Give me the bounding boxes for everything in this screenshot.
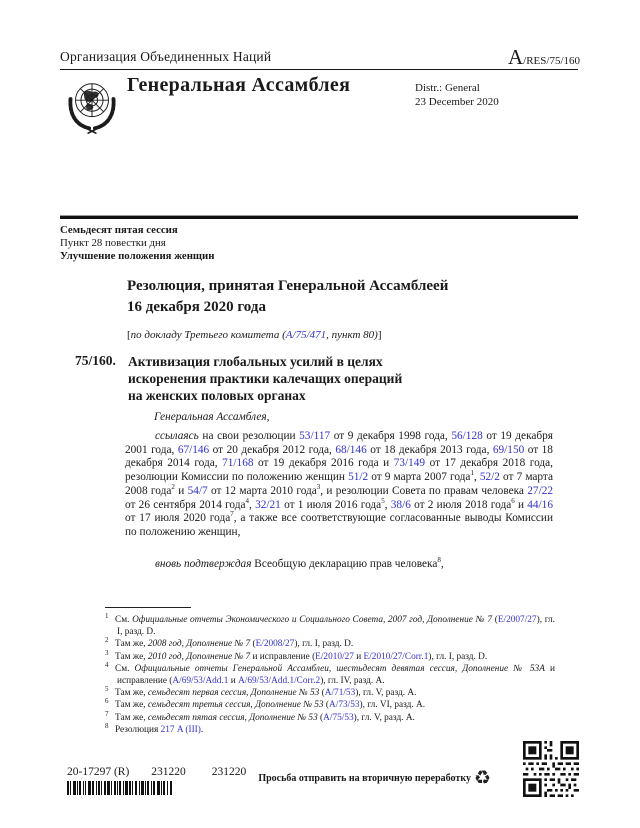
footnote-number: 3 <box>105 648 109 657</box>
agenda-title: Улучшение положения женщин <box>60 249 215 262</box>
text-run: и <box>353 651 364 662</box>
text-run: ), гл. IV, разд. A. <box>320 676 385 687</box>
text-run: Официальные отчеты Экономического и Социального Совета, 2007 год, Дополнение № 7 <box>132 615 493 625</box>
agenda-item: Пункт 28 повестки дня <box>60 236 166 249</box>
footnote-number: 6 <box>105 697 109 706</box>
text-run: 2010 год, Дополнение № 7 <box>147 651 251 662</box>
text-run: от 7 марта 2008 года <box>125 471 553 497</box>
text-run: от 9 декабря 1998 года, <box>330 430 452 442</box>
text-run: 4 <box>245 496 250 505</box>
text-run: от 18 декабря 2013 года, <box>366 443 493 456</box>
doc-link[interactable]: A/71/53 <box>324 688 356 699</box>
text-line: 16 декабря 2020 года <box>127 299 266 315</box>
doc-link[interactable]: 52/2 <box>479 471 500 484</box>
text-run: ), гл. I, разд. D. <box>294 639 354 650</box>
footnote-number: 4 <box>105 660 109 669</box>
text-run: Резолюция <box>115 724 161 735</box>
text-run: 6 <box>511 496 515 505</box>
recycle-notice <box>258 769 491 788</box>
doc-link[interactable]: 71/168 <box>222 457 254 470</box>
doc-link[interactable]: 67/146 <box>177 443 210 456</box>
footnote <box>105 709 555 724</box>
text-run: , <box>384 498 391 511</box>
document-symbol-prefix: A <box>507 45 524 69</box>
text-run: от 1 июля 2016 года <box>280 498 382 511</box>
distr-date: 23 December 2020 <box>415 95 499 108</box>
text-run: от 9 марта 2007 года <box>368 471 471 484</box>
text-run: и исправление ( <box>250 651 316 662</box>
doc-link[interactable]: E/2008/27 <box>255 639 295 650</box>
doc-link[interactable]: 73/149 <box>393 457 426 470</box>
text-run: Там же, <box>115 700 148 711</box>
text-run: и <box>174 484 188 497</box>
doc-link[interactable]: E/2010/27 <box>315 651 354 662</box>
doc-link[interactable]: 69/150 <box>492 443 525 456</box>
text-run: . <box>200 724 204 735</box>
text-run: Там же, <box>115 639 148 650</box>
text-run: по докладу Третьего комитета ( <box>130 329 286 341</box>
text-run: ( <box>317 712 324 723</box>
text-run: Всеобщую декларацию прав человека <box>251 558 438 570</box>
doc-link[interactable]: 53/117 <box>299 430 331 442</box>
text-line: Резолюция, принятая Генеральной Ассамблеей <box>127 278 449 294</box>
text-run: , <box>440 558 444 570</box>
text-run: ), гл. I, разд. D. <box>117 615 555 638</box>
text-run: 2 <box>171 483 175 492</box>
text-run: ( <box>250 639 256 650</box>
document-symbol <box>508 45 580 70</box>
body-paragraph <box>125 430 553 540</box>
text-run: Там же, <box>115 712 148 723</box>
doc-link[interactable]: E/2007/27 <box>497 615 537 625</box>
doc-link[interactable]: A/75/471 <box>285 329 327 341</box>
text-run: , и резолюции Совета по правам человека <box>320 484 528 497</box>
text-line: искоренения практики калечащих операций <box>128 371 403 386</box>
text-run: См. <box>115 615 133 625</box>
text-run: на свои резолюции <box>198 430 300 442</box>
organization-name: Организация Объединенных Наций <box>60 49 272 64</box>
distribution-block <box>415 82 499 109</box>
text-run: , пункт 80) <box>326 329 378 341</box>
footnote <box>105 638 555 650</box>
text-run: ), гл. VI, разд. A. <box>359 700 426 711</box>
footnote <box>105 699 555 711</box>
doc-link[interactable]: A/69/53/Add.1 <box>172 676 229 687</box>
text-run: от 2 июля 2018 года <box>410 498 512 511</box>
doc-link[interactable]: 68/146 <box>335 443 367 456</box>
text-run: См. <box>115 663 135 674</box>
recycle-text: Просьба отправить на вторичную переработку <box>258 773 471 784</box>
body-paragraph <box>125 558 553 572</box>
invocation-line: Генеральная Ассамблея, <box>154 411 270 423</box>
text-run: ссылаясь <box>155 430 199 442</box>
footnotes-block <box>105 611 555 736</box>
text-run: от 26 сентября 2014 года <box>125 498 246 511</box>
doc-link[interactable]: 27/22 <box>527 484 554 497</box>
text-run: от 19 декабря 2001 года, <box>125 430 553 456</box>
footnote-number: 2 <box>105 636 109 645</box>
text-run: ), гл. V, разд. A. <box>355 688 417 699</box>
text-run: ), гл. I, разд. D. <box>428 651 488 662</box>
text-run: 8 <box>437 556 441 565</box>
text-run: , <box>249 498 256 511</box>
footnote <box>105 648 555 663</box>
resolution-number: 75/160. <box>75 353 116 368</box>
text-run: ( <box>492 615 498 625</box>
resolution-title-block <box>75 353 402 404</box>
text-run: 7 <box>230 510 234 519</box>
text-run: от 17 июля 2020 года <box>125 512 231 525</box>
text-line: на женских половых органах <box>128 388 306 403</box>
assembly-title: Генеральная Ассамблея <box>127 74 351 96</box>
doc-link[interactable]: 32/21 <box>255 498 281 511</box>
text-run: [ <box>127 329 131 341</box>
text-run: Там же, <box>115 651 148 662</box>
section-rule <box>60 216 578 219</box>
text-run: семьдесят третья сессия, Дополнение № 53 <box>147 700 324 711</box>
text-run: ( <box>323 700 330 711</box>
text-run: от 12 марта 2010 года <box>207 484 317 497</box>
footnote <box>105 721 555 736</box>
text-run: 5 <box>381 496 385 505</box>
un-emblem-icon <box>61 74 123 138</box>
barcode <box>67 781 173 795</box>
doc-link[interactable]: 54/7 <box>187 484 208 497</box>
doc-link[interactable]: 217 A (III) <box>160 724 201 735</box>
footnote <box>105 687 555 699</box>
text-run: 3 <box>316 483 321 492</box>
doc-link[interactable]: E/2010/27/Corr.1 <box>363 651 429 662</box>
text-run: Официальные отчеты Генеральной Ассамблеи, шестьдесят девятая сессия, Дополнение № 53A <box>134 663 545 674</box>
text-run: , <box>473 471 480 484</box>
text-run: семьдесят первая сессия, Дополнение № 53 <box>147 688 320 699</box>
text-run: от 18 декабря 2014 года, <box>125 443 553 470</box>
text-run: и <box>228 676 239 687</box>
text-run: ), гл. V, разд. A. <box>353 712 415 723</box>
qr-code <box>523 741 579 797</box>
doc-link[interactable]: A/75/53 <box>323 712 354 723</box>
text-run: семьдесят пятая сессия, Дополнение № 53 <box>147 712 318 723</box>
doc-link[interactable]: A/69/53/Add.1/Corr.2 <box>238 676 321 687</box>
recycle-icon: ♻ <box>473 767 491 789</box>
masthead-rule <box>60 69 578 70</box>
footnote <box>105 611 555 638</box>
job-number: 20-17297 (R) <box>67 766 130 778</box>
document-symbol-rest: /RES/75/160 <box>523 55 580 67</box>
job-number-line <box>67 766 246 778</box>
resolution-heading <box>127 276 448 318</box>
doc-link[interactable]: 51/2 <box>348 471 369 484</box>
resolution-title <box>128 353 402 404</box>
doc-link[interactable]: A/73/53 <box>329 700 360 711</box>
text-run: ] <box>377 329 382 341</box>
session-block <box>60 224 214 262</box>
report-reference <box>127 329 382 341</box>
footnote-separator <box>105 607 191 608</box>
text-run: и исправление ( <box>117 663 555 687</box>
text-run: от 20 декабря 2012 года, <box>209 443 336 456</box>
footnote-number: 8 <box>105 721 109 730</box>
text-run: Там же, <box>115 688 148 699</box>
text-run: вновь подтверждая <box>155 558 252 570</box>
footnote-number: 5 <box>105 685 109 694</box>
footnote <box>105 660 555 687</box>
text-run: ( <box>319 688 325 699</box>
doc-link[interactable]: 44/16 <box>527 498 553 511</box>
text-run: 2008 год, Дополнение № 7 <box>147 639 251 650</box>
text-run: 1 <box>470 469 474 478</box>
text-run: от 17 декабря 2018 года, резолюции Комиссии по положению женщин <box>125 457 553 484</box>
text-run: , а также все соответствующие согласованные выводы Комиссии по положению женщин, <box>125 512 553 538</box>
date-code: 231220 <box>151 766 186 778</box>
session-number: Семьдесят пятая сессия <box>60 224 178 236</box>
distr-type: Distr.: General <box>415 82 480 94</box>
date-code: 231220 <box>211 766 247 778</box>
text-line: Активизация глобальных усилий в целях <box>128 354 383 369</box>
text-run: от 19 декабря 2016 года и <box>253 457 394 470</box>
footnote-number: 7 <box>105 709 109 718</box>
doc-link[interactable]: 38/6 <box>390 498 411 511</box>
text-run: и <box>514 498 528 511</box>
doc-link[interactable]: 56/128 <box>451 430 483 442</box>
footnote-number: 1 <box>105 611 109 620</box>
